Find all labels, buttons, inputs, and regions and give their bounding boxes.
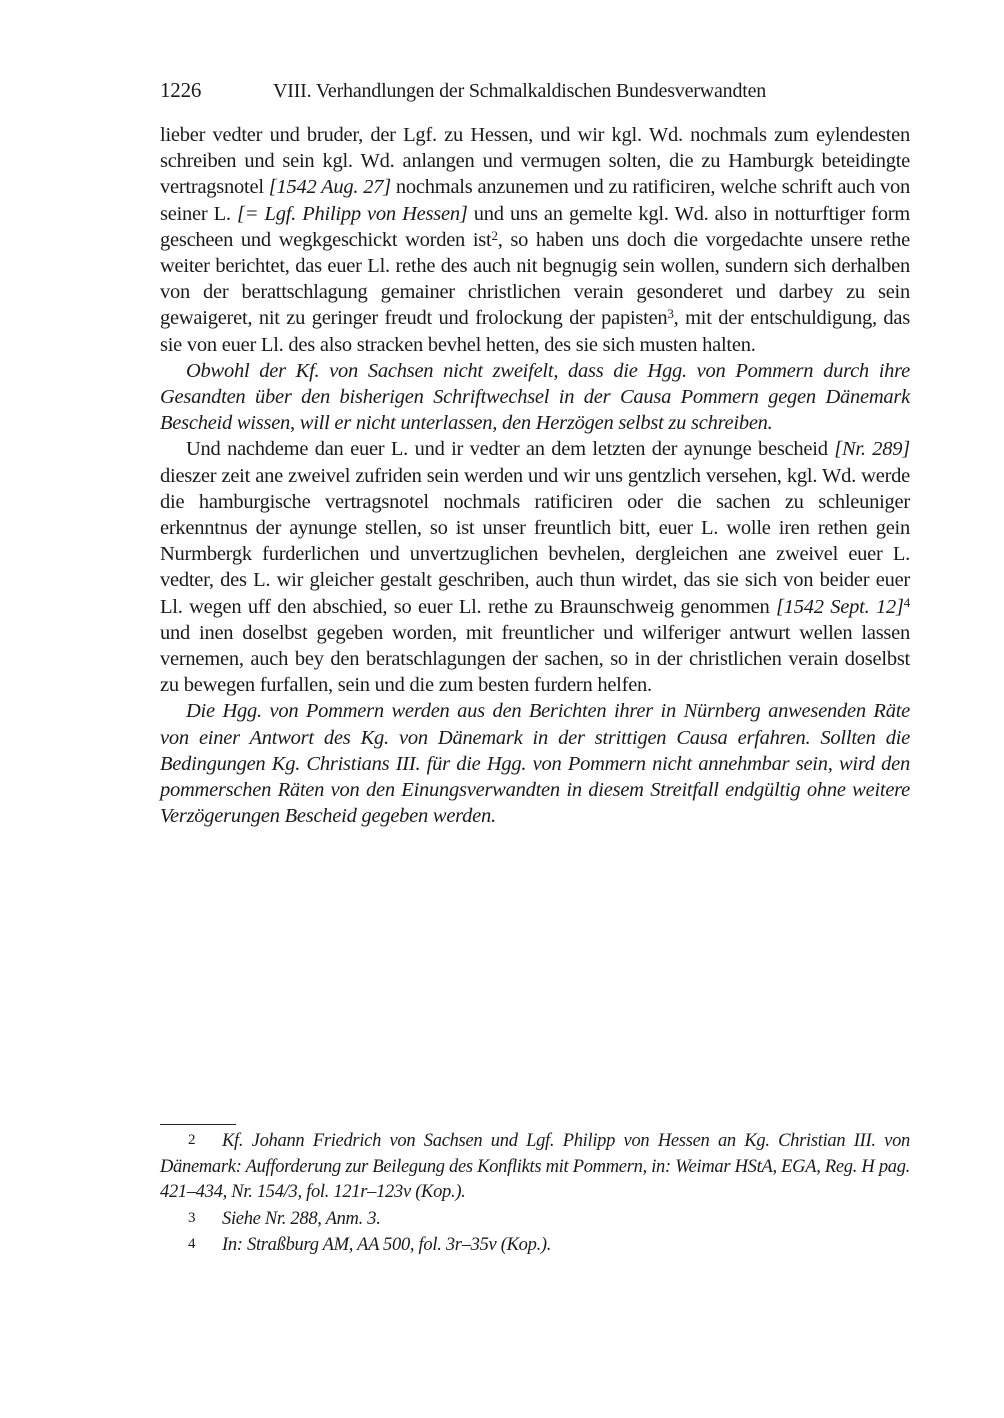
text-run: Obwohl der Kf. von Sachsen nicht zweifelt, dass die Hgg. von Pommern durch ihre Gesandten über den bisherigen Schriftwechsel in der Causa Pommern gegen Dänemark Bescheid wissen, will er nicht unterlassen, den Herzögen selbst zu schreiben. — [160, 359, 910, 435]
footnote — [160, 1128, 910, 1206]
text-run: , so haben uns doch die vorgedachte unsere rethe weiter berichtet, das euer Ll. rethe des auch nit begnugig sein wollen, sundern sich derhalben von der berattschlagung gemainer christlichen verain gesonderet und darbey zu sein gewaigeret, nit zu geringer freudt und frolockung der papisten — [160, 228, 910, 330]
text-run: Und nachdeme dan euer L. und ir vedter an dem letzten der aynunge bescheid — [186, 438, 835, 461]
editorial-summary-paragraph — [160, 698, 910, 829]
footnote — [160, 1206, 910, 1233]
editorial-insertion: [= Lgf. Philipp von Hessen] — [237, 202, 468, 225]
text-run: und inen doselbst gegeben worden, mit freuntlicher und wilferiger antwurt wellen lassen vernemen, auch bey den beratschlagungen der sachen, so in der christlichen verain doselbst zu bewegen furfallen, sein und die zum besten furdern helfen. — [160, 621, 910, 697]
source-text-paragraph — [160, 122, 910, 358]
editorial-summary-paragraph — [160, 358, 910, 437]
editorial-insertion: [1542 Sept. 12] — [776, 595, 904, 618]
text-run: nochmals anzunemen und zu ratificiren, welche schrift auch von seiner L. — [160, 176, 911, 225]
running-title: VIII. Verhandlungen der Schmalkaldischen Bundesverwandten — [273, 80, 767, 102]
page-number: 1226 — [160, 78, 202, 102]
footnotes — [160, 1128, 910, 1259]
footnote-text: Kf. Johann Friedrich von Sachsen und Lgf. Philipp von Hessen an Kg. Christian III. von Dänemark: Aufforderung zur Beilegung des Konflikts mit Pommern, in: Weimar HStA, EGA, Reg. H pag. 421–434, Nr. 154/3, fol. 121r–123v (Kop.). — [160, 1131, 910, 1202]
footnote-text: In: Straßburg AM, AA 500, fol. 3r–35v (Kop.). — [222, 1235, 552, 1255]
text-run: und uns an gemelte kgl. Wd. also in notturftiger form gescheen und wegkgeschickt worden ist — [160, 202, 910, 251]
text-run: Die Hgg. von Pommern werden aus den Berichten ihrer in Nürnberg anwesenden Räte von einer Antwort des Kg. von Dänemark in der strittigen Causa erfahren. Sollten die Bedingungen Kg. Christians III. für die Hgg. von Pommern nicht annehmbar sein, wird den pommerschen Räten von den Einungsverwandten in diesem Streitfall endgültig ohne weitere Verzögerungen Bescheid gegeben werden. — [160, 700, 910, 828]
footnote-number: 4 — [188, 1236, 196, 1252]
editorial-insertion: [1542 Aug. 27] — [268, 176, 391, 199]
text-run: , mit der entschuldigung, das sie von euer Ll. des also stracken bevhel hetten, des sie sich musten halten. — [160, 307, 910, 356]
footnote-reference[interactable]: 4 — [903, 594, 910, 610]
footnote-separator — [160, 1124, 236, 1125]
editorial-insertion: [Nr. 289] — [834, 438, 910, 461]
footnote-reference[interactable]: 3 — [667, 306, 674, 322]
source-text-paragraph — [160, 436, 910, 698]
text-run: dieszer zeit ane zweivel zufriden sein werden und wir uns gentzlich versehen, kgl. Wd. werde die hamburgische vertragsnotel nochmals ratificiren oder die sachen zu schleuniger erkenntnus der aynunge stellen, so ist unser freuntlich bitt, euer L. wolle iren rethen gein Nurmbergk furderlichen und unvertzuglichen bevhelen, dergleichen ane zweivel euer L. vedter, des L. wir gleicher gestalt geschriben, auch thun wirdet, das sie sich von beider euer Ll. wegen uff den abschied, so euer Ll. rethe zu Braunschweig genommen — [160, 464, 910, 618]
footnote-number: 2 — [188, 1132, 196, 1148]
running-header — [160, 78, 910, 103]
main-text — [160, 122, 910, 829]
footnote-number: 3 — [188, 1209, 196, 1226]
footnote-reference[interactable]: 2 — [491, 227, 498, 243]
text-run: lieber vedter und bruder, der Lgf. zu Hessen, und wir kgl. Wd. nochmals zum eylendesten schreiben und sein kgl. Wd. anlangen und vermugen solten, die zu Hamburgk beteidingte vertragsnotel — [160, 124, 910, 199]
footnote — [160, 1232, 910, 1259]
footnote-text: Siehe Nr. 288, Anm. 3. — [222, 1208, 381, 1229]
